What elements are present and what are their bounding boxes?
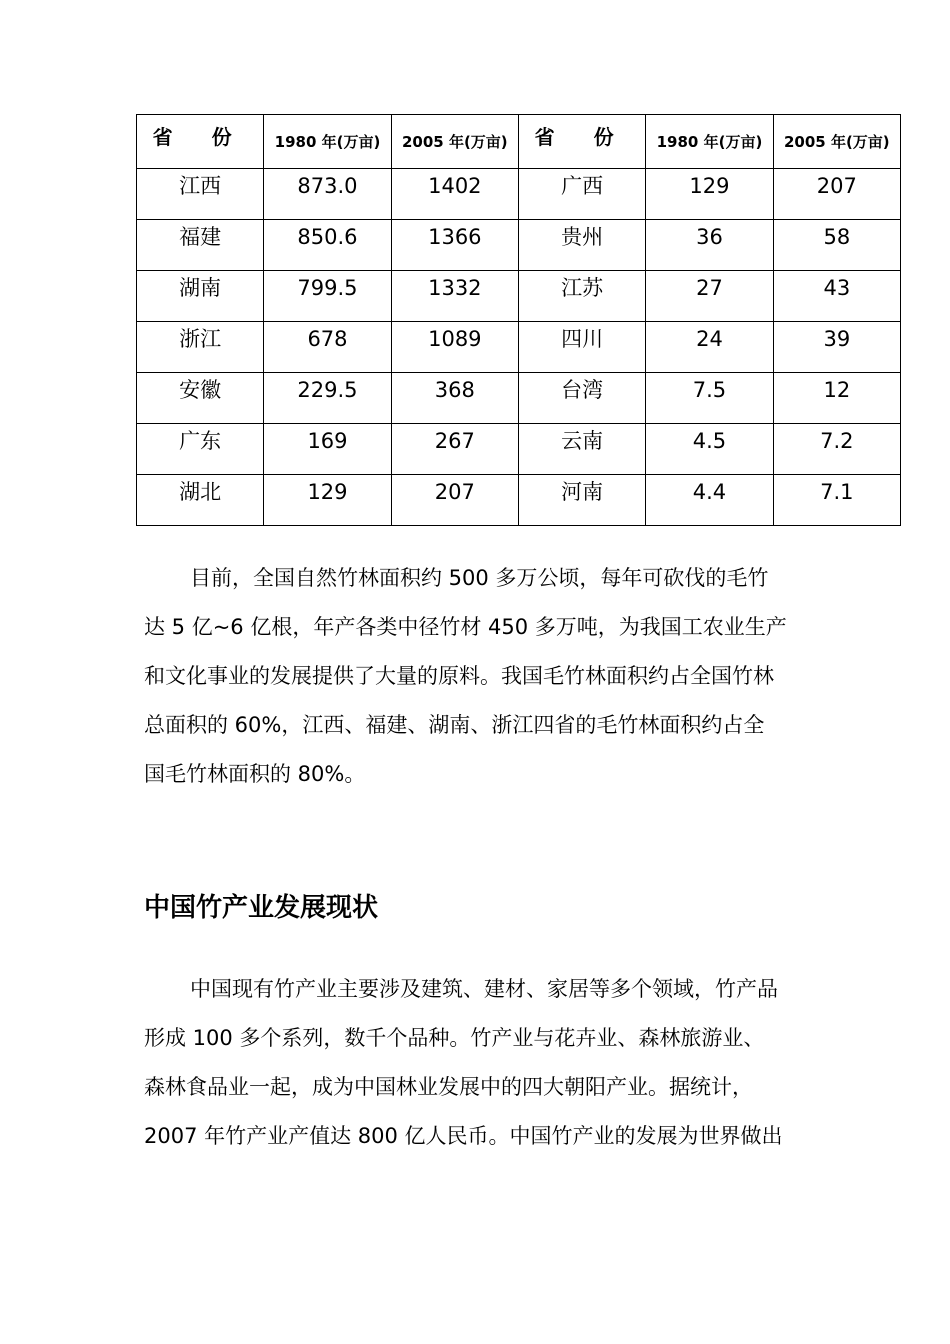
paragraph-bamboo-forest-area xyxy=(144,554,814,799)
table-cell: 7.2 xyxy=(773,424,900,475)
table-cell: 24 xyxy=(646,322,773,373)
table-cell: 368 xyxy=(391,373,518,424)
paragraph-line: 形成 100 多个系列，数千个品种。竹产业与花卉业、森林旅游业、 xyxy=(144,1026,765,1050)
table-cell: 广西 xyxy=(518,169,645,220)
table-cell: 安徽 xyxy=(137,373,264,424)
header-1980-left: 1980 年(万亩) xyxy=(264,115,391,169)
header-1980-right: 1980 年(万亩) xyxy=(646,115,773,169)
table-cell: 39 xyxy=(773,322,900,373)
header-2005-left: 2005 年(万亩) xyxy=(391,115,518,169)
table-cell: 873.0 xyxy=(264,169,391,220)
table-cell: 福建 xyxy=(137,220,264,271)
table-cell: 27 xyxy=(646,271,773,322)
table-cell: 湖南 xyxy=(137,271,264,322)
table-cell: 267 xyxy=(391,424,518,475)
header-province-left: 省 份 xyxy=(137,115,264,169)
paragraph-line: 森林食品业一起，成为中国林业发展中的四大朝阳产业。据统计， xyxy=(144,1075,753,1099)
table-cell: 1366 xyxy=(391,220,518,271)
table-cell: 850.6 xyxy=(264,220,391,271)
table-header-row xyxy=(137,115,901,169)
table-cell: 12 xyxy=(773,373,900,424)
table-cell: 169 xyxy=(264,424,391,475)
table-cell: 129 xyxy=(646,169,773,220)
table-cell: 1332 xyxy=(391,271,518,322)
paragraph-line: 总面积的 60%，江西、福建、湖南、浙江四省的毛竹林面积约占全 xyxy=(144,713,765,737)
table-cell: 207 xyxy=(391,475,518,526)
table-row xyxy=(137,322,901,373)
table-cell: 江西 xyxy=(137,169,264,220)
paragraph-bamboo-industry xyxy=(144,965,814,1161)
table-cell: 4.4 xyxy=(646,475,773,526)
paragraph-line: 中国现有竹产业主要涉及建筑、建材、家居等多个领域，竹产品 xyxy=(190,977,778,1001)
table-cell: 129 xyxy=(264,475,391,526)
table-cell: 58 xyxy=(773,220,900,271)
table-cell: 河南 xyxy=(518,475,645,526)
table-row xyxy=(137,475,901,526)
header-province-right: 省 份 xyxy=(518,115,645,169)
table-cell: 四川 xyxy=(518,322,645,373)
table-cell: 4.5 xyxy=(646,424,773,475)
table-cell: 贵州 xyxy=(518,220,645,271)
table-cell: 678 xyxy=(264,322,391,373)
table-cell: 207 xyxy=(773,169,900,220)
paragraph-line: 目前，全国自然竹林面积约 500 多万公顷，每年可砍伐的毛竹 xyxy=(190,566,769,590)
table-cell: 7.5 xyxy=(646,373,773,424)
table-cell: 湖北 xyxy=(137,475,264,526)
paragraph-line: 达 5 亿~6 亿根，年产各类中径竹材 450 多万吨，为我国工农业生产 xyxy=(144,615,787,639)
table-cell: 云南 xyxy=(518,424,645,475)
table-cell: 43 xyxy=(773,271,900,322)
table-cell: 36 xyxy=(646,220,773,271)
paragraph-line: 和文化事业的发展提供了大量的原料。我国毛竹林面积约占全国竹林 xyxy=(144,664,774,688)
table-row xyxy=(137,424,901,475)
table-cell: 广东 xyxy=(137,424,264,475)
table-row xyxy=(137,373,901,424)
section-heading: 中国竹产业发展现状 xyxy=(144,893,379,923)
paragraph-line: 国毛竹林面积的 80%。 xyxy=(144,762,366,786)
table-cell: 1402 xyxy=(391,169,518,220)
paragraph-line: 2007 年竹产业产值达 800 亿人民币。中国竹产业的发展为世界做出 xyxy=(144,1124,783,1148)
table-cell: 台湾 xyxy=(518,373,645,424)
table-cell: 799.5 xyxy=(264,271,391,322)
header-2005-right: 2005 年(万亩) xyxy=(773,115,900,169)
table-row xyxy=(137,220,901,271)
table-row xyxy=(137,169,901,220)
table-cell: 7.1 xyxy=(773,475,900,526)
table-row xyxy=(137,271,901,322)
table-cell: 229.5 xyxy=(264,373,391,424)
table-cell: 江苏 xyxy=(518,271,645,322)
bamboo-area-table xyxy=(136,114,901,526)
table-cell: 浙江 xyxy=(137,322,264,373)
table-cell: 1089 xyxy=(391,322,518,373)
